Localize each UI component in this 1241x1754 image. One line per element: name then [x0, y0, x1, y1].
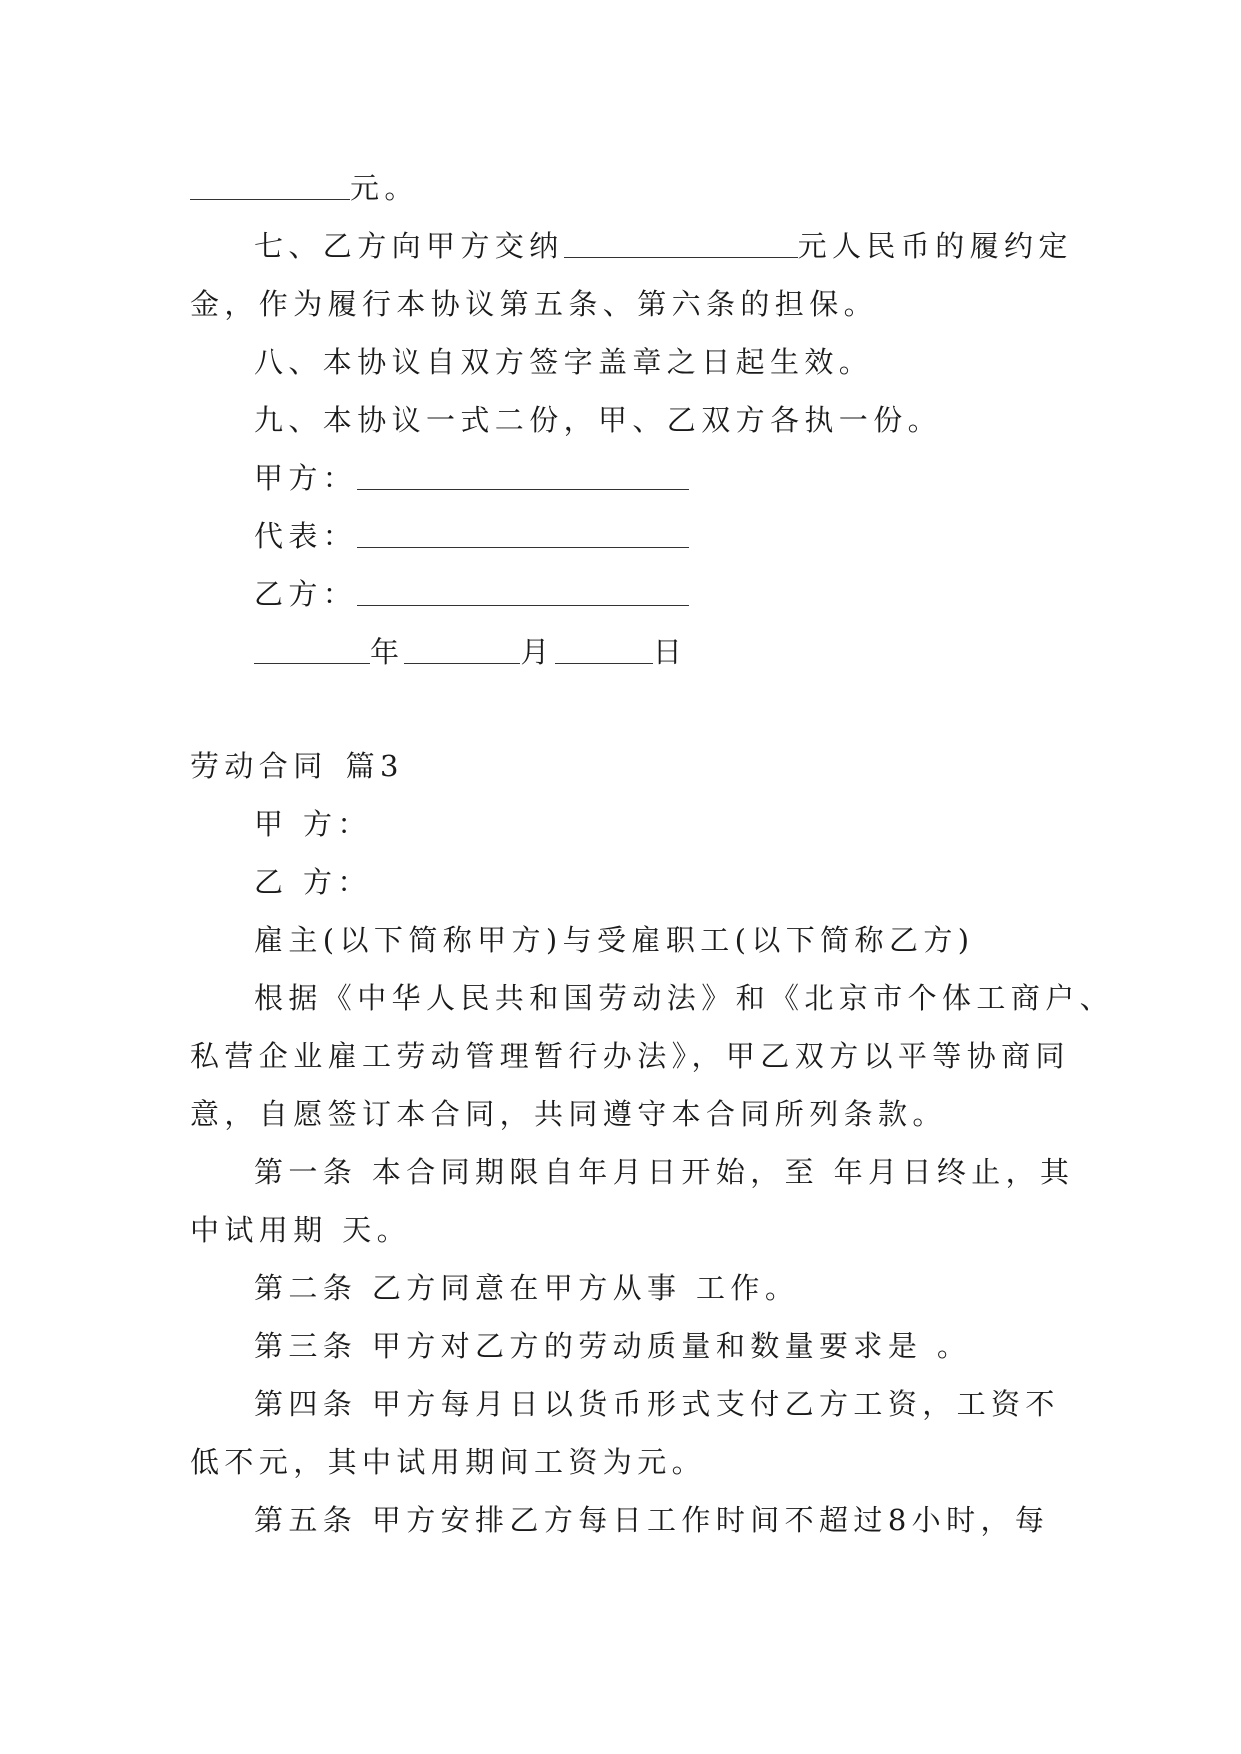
blank-field: [357, 581, 689, 606]
signature-representative: [254, 518, 689, 554]
text: 七、乙方向甲方交纳: [254, 229, 564, 263]
label: 代表：: [254, 519, 358, 553]
text: 日: [652, 635, 688, 669]
section-title: [190, 748, 404, 784]
clause-9: 九、本协议一式二份，甲、乙双方各执一份。: [254, 403, 943, 437]
blank-field: [564, 233, 798, 258]
article-2: 第二条 乙方同意在甲方从事 工作。: [254, 1271, 800, 1305]
article-3: 第三条 甲方对乙方的劳动质量和数量要求是 。: [254, 1329, 972, 1363]
line-amount-tail: [190, 170, 419, 206]
text: 月: [520, 635, 555, 669]
label: 甲方：: [254, 461, 358, 495]
text: 元。: [350, 171, 419, 205]
title-number: 篇3: [345, 749, 404, 783]
signature-party-b: [254, 576, 689, 612]
label: 乙方：: [254, 577, 358, 611]
intro-line: 雇主(以下简称甲方)与受雇职工(以下简称乙方): [254, 923, 975, 957]
text: 元人民币的履约定: [797, 229, 1073, 263]
blank-field: [254, 639, 370, 664]
article-5-line-1: 第五条 甲方安排乙方每日工作时间不超过8小时，每: [254, 1503, 1050, 1537]
party-b-label: 乙 方：: [254, 865, 372, 899]
article-1-line-1: 第一条 本合同期限自年月日开始，至 年月日终止，其: [254, 1155, 1075, 1189]
signature-party-a: [254, 460, 689, 496]
blank-field: [404, 639, 520, 664]
blank-field: [357, 465, 689, 490]
text: 年: [370, 635, 405, 669]
signature-date: [254, 634, 687, 670]
paragraph-line: 私营企业雇工劳动管理暂行办法》，甲乙双方以平等协商同: [190, 1039, 1070, 1073]
article-4-line-1: 第四条 甲方每月日以货币形式支付乙方工资，工资不: [254, 1387, 1060, 1421]
blank-field: [190, 175, 350, 200]
article-4-line-2: 低不元，其中试用期间工资为元。: [190, 1445, 707, 1479]
party-a-label: 甲 方：: [254, 807, 372, 841]
title-text: 劳动合同: [190, 749, 328, 783]
blank-field: [357, 523, 689, 548]
clause-7-line-1: [254, 228, 1073, 264]
paragraph-line: 意，自愿签订本合同，共同遵守本合同所列条款。: [190, 1097, 947, 1131]
article-1-line-2: 中试用期 天。: [190, 1213, 412, 1247]
blank-field: [555, 639, 653, 664]
clause-8: 八、本协议自双方签字盖章之日起生效。: [254, 345, 874, 379]
clause-7-line-2: 金，作为履行本协议第五条、第六条的担保。: [190, 287, 879, 321]
paragraph-line: 根据《中华人民共和国劳动法》和《北京市个体工商户、: [254, 981, 1115, 1015]
